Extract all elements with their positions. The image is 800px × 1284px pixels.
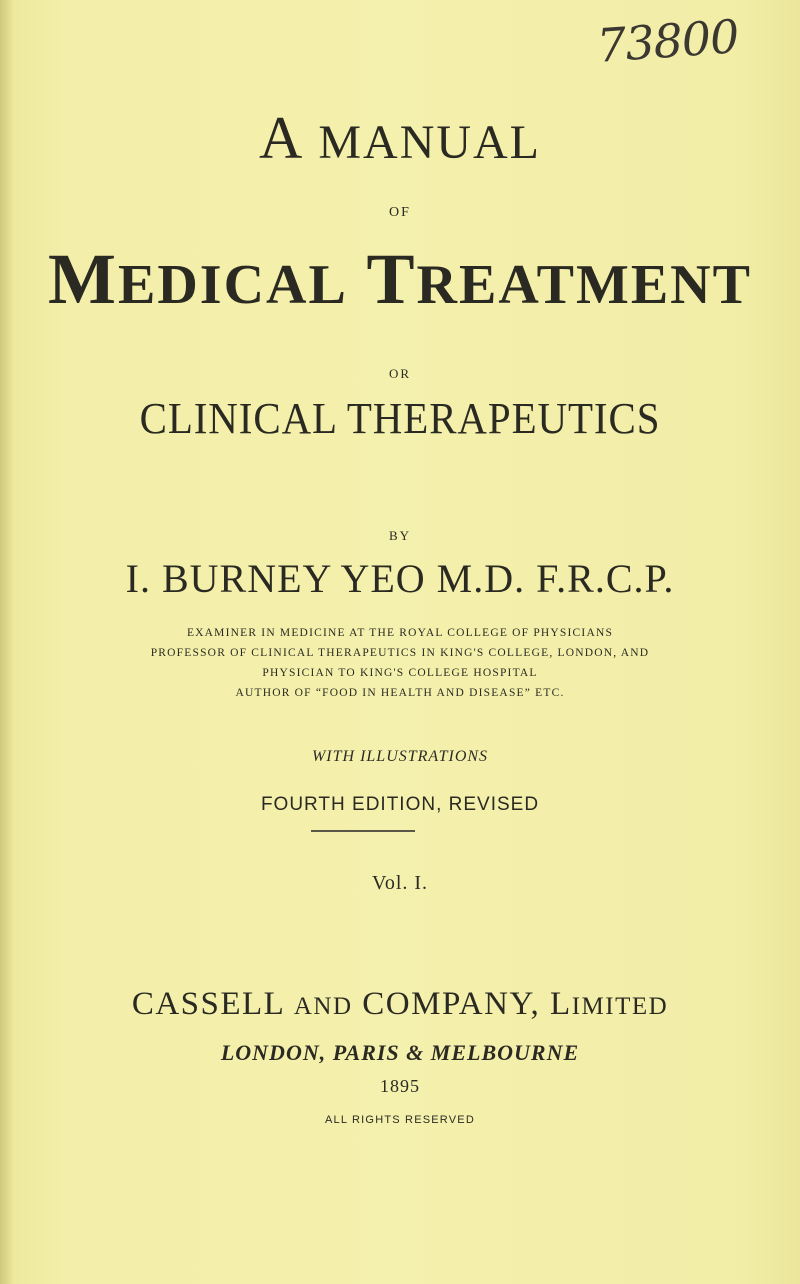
handwritten-shelf-number: 73800 [594,9,740,73]
publication-year: 1895 [380,1076,420,1096]
publisher-name [0,986,800,1023]
publisher-cassell: CASSELL [131,986,285,1022]
title-manual: MANUAL [318,116,541,169]
title-line-2 [0,238,800,321]
publisher-l: L [550,986,572,1022]
publisher-company: COMPANY, [362,986,541,1022]
publisher-and: AND [293,993,353,1020]
credential-line: AUTHOR OF “FOOD IN HEALTH AND DISEASE” ETC. [235,687,565,699]
credential-line: PROFESSOR OF CLINICAL THERAPEUTICS IN KING'S COLLEGE, LONDON, AND [150,647,650,659]
rights-statement: ALL RIGHTS RESERVED [325,1114,475,1126]
credential-line: PHYSICIAN TO KING'S COLLEGE HOSPITAL [262,667,538,679]
title-a: A [259,105,305,171]
by-label: BY [388,528,412,543]
title-of: OF [389,205,411,220]
title-reatment: REATMENT [416,254,752,316]
title-line-1 [0,104,800,173]
author-name: I. BURNEY YEO M.D. F.R.C.P. [125,556,675,601]
title-or: OR [388,366,412,381]
title-edical: EDICAL [117,254,348,316]
illustrations-note: WITH ILLUSTRATIONS [311,748,489,765]
edition-statement: FOURTH EDITION, REVISED [260,794,540,815]
publication-places: LONDON, PARIS & MELBOURNE [220,1040,580,1065]
divider-rule [311,830,415,832]
credential-line: EXAMINER IN MEDICINE AT THE ROYAL COLLEGE OF PHYSICIANS [186,627,614,639]
title-line-3: CLINICAL THERAPEUTICS [139,394,661,443]
title-m: M [48,239,118,319]
volume-number: Vol. I. [371,872,429,894]
publisher-imited: IMITED [571,993,669,1020]
title-t: T [366,239,417,319]
